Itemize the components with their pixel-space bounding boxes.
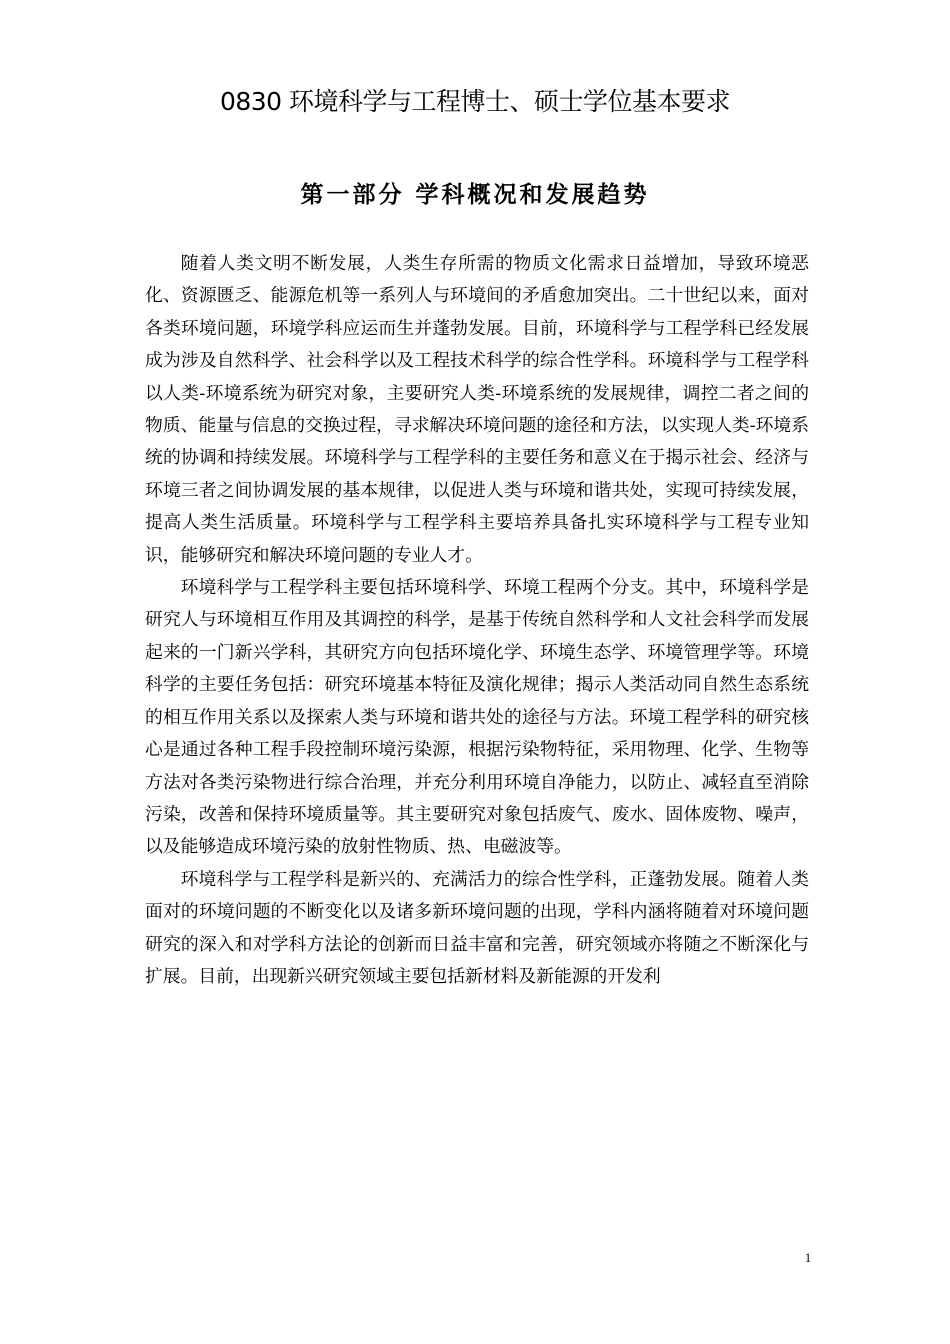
paragraph: 环境科学与工程学科主要包括环境科学、环境工程两个分支。其中，环境科学是研究人与环境相互作用及其调控的科学，是基于传统自然科学和人文社会科学而发展起来的一门新兴学科，其研究方向包括环境化学、环境生态学、环境管理学等。环境科学的主要任务包括：研究环境基本特征及演化规律；揭示人类活动同自然生态系统的相互作用关系以及探索人类与环境和谐共处的途径与方法。环境工程学科的研究核心是通过各种工程手段控制环境污染源，根据污染物特征，采用物理、化学、生物等方法对各类污染物进行综合治理，并充分利用环境自净能力，以防止、减轻直至消除污染，改善和保持环境质量等。其主要研究对象包括废气、废水、固体废物、噪声，以及能够造成环境污染的放射性物质、热、电磁波等。	[145, 577, 809, 858]
paragraph: 环境科学与工程学科是新兴的、充满活力的综合性学科，正蓬勃发展。随着人类面对的环境问题的不断变化以及诸多新环境问题的出现，学科内涵将随着对环境问题研究的深入和对学科方法论的创新而日益丰富和完善，研究领域亦将随之不断深化与扩展。目前，出现新兴研究领域主要包括新材料及新能源的开发利	[145, 868, 809, 987]
body-text	[145, 248, 809, 993]
document-title: 0830 环境科学与工程博士、硕士学位基本要求	[219, 87, 731, 116]
page-number: 1	[804, 1250, 812, 1265]
section-title: 第一部分 学科概况和发展趋势	[300, 182, 650, 208]
paragraph: 随着人类文明不断发展，人类生存所需的物质文化需求日益增加，导致环境恶化、资源匮乏、能源危机等一系列人与环境间的矛盾愈加突出。二十世纪以来，面对各类环境问题，环境学科应运而生并蓬勃发展。目前，环境科学与工程学科已经发展成为涉及自然科学、社会科学以及工程技术科学的综合性学科。环境科学与工程学科以人类-环境系统为研究对象，主要研究人类-环境系统的发展规律，调控二者之间的物质、能量与信息的交换过程，寻求解决环境问题的途径和方法，以实现人类-环境系统的协调和持续发展。环境科学与工程学科的主要任务和意义在于揭示社会、经济与环境三者之间协调发展的基本规律，以促进人类与环境和谐共处，实现可持续发展，提高人类生活质量。环境科学与工程学科主要培养具备扎实环境科学与工程专业知识，能够研究和解决环境问题的专业人才。	[145, 253, 809, 566]
